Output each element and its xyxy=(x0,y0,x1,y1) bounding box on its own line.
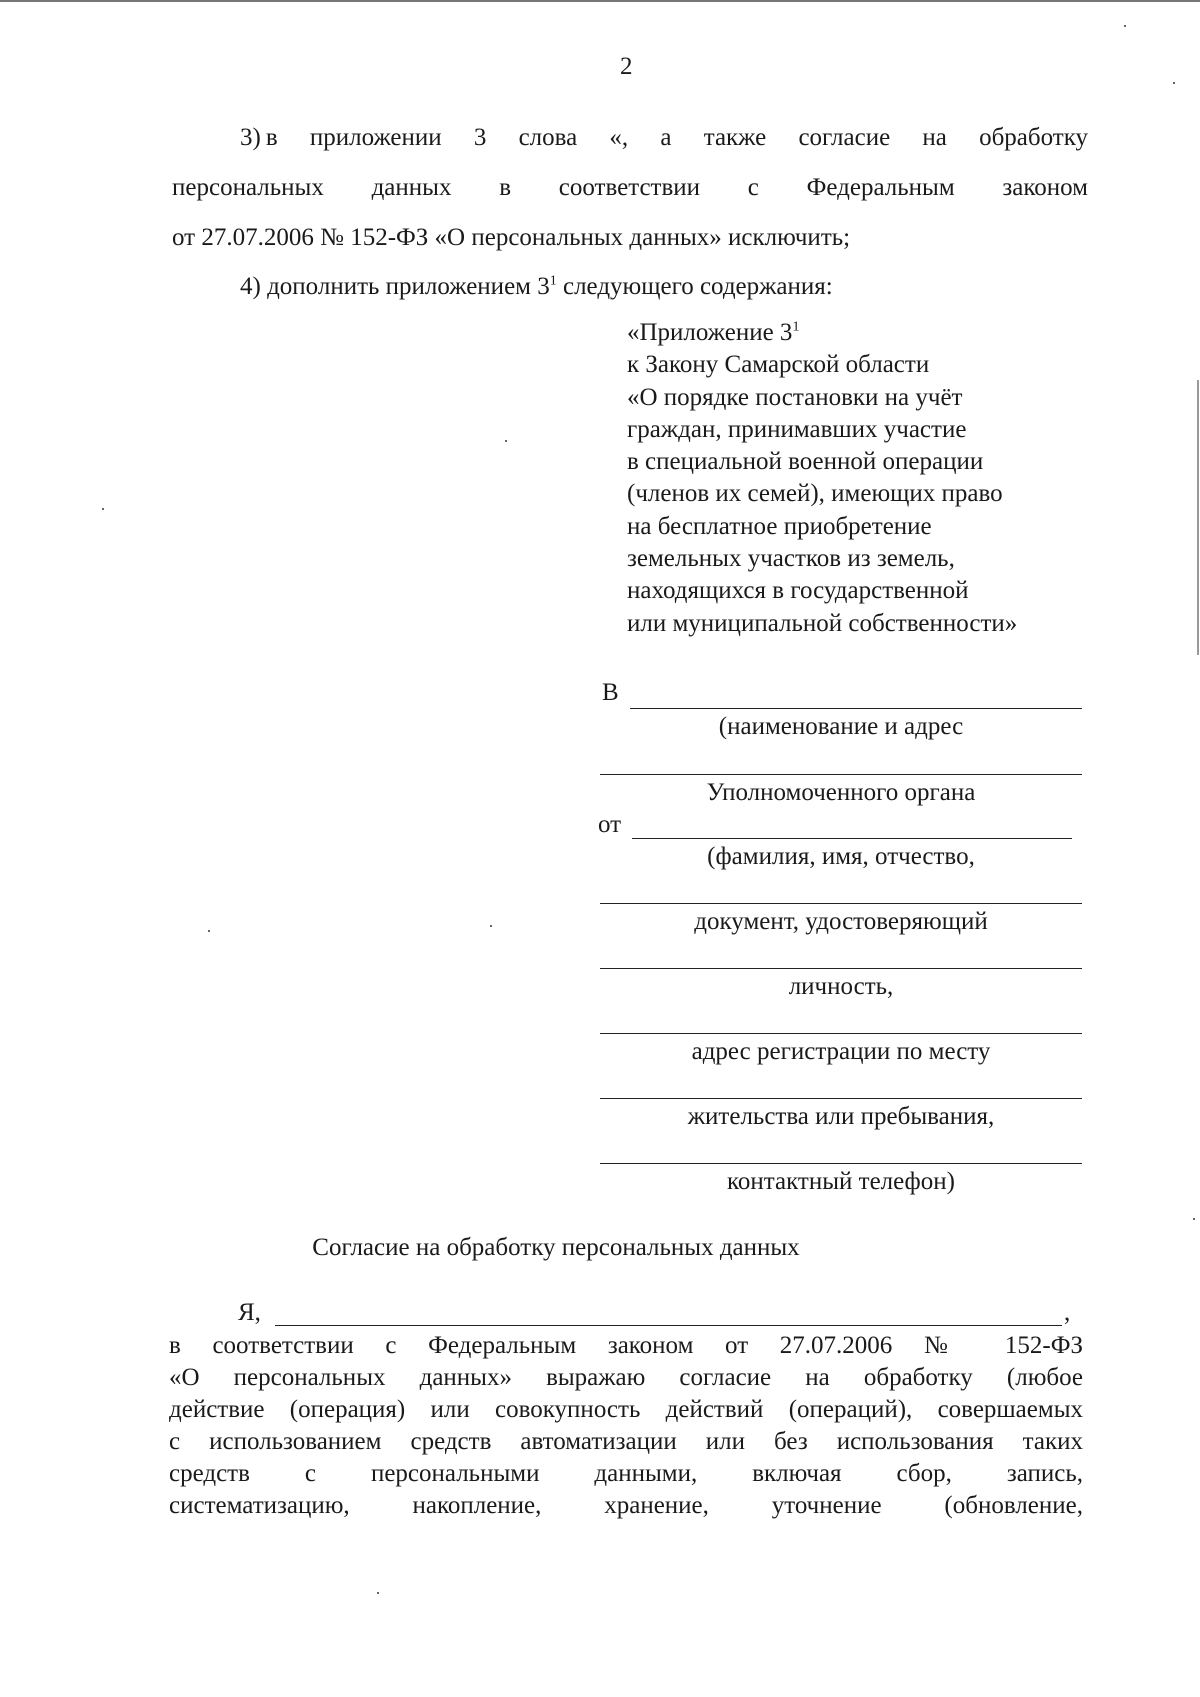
to-blank-line xyxy=(630,708,1082,709)
consent-heading xyxy=(0,1233,1200,1263)
scan-right-edge xyxy=(1197,380,1199,655)
item4-text-a: 4) дополнить приложением 3 xyxy=(240,273,550,300)
to-hint-2: Уполномоченного органа xyxy=(706,779,976,806)
from-blank-line xyxy=(632,838,1072,839)
appendix-line: на бесплатное приобретение xyxy=(627,512,932,540)
consent-comma: , xyxy=(1064,1299,1071,1326)
scan-speck xyxy=(505,440,507,442)
appendix-line: граждан, принимавших участие xyxy=(627,415,967,443)
from-hint-5: жительства или пребывания, xyxy=(687,1103,995,1130)
from-blank-line-5 xyxy=(600,1098,1082,1099)
from-hint-3: личность, xyxy=(788,973,894,1000)
scan-speck xyxy=(102,508,104,510)
from-prefix: от xyxy=(598,811,622,838)
scan-speck xyxy=(1124,25,1126,27)
item3-line-1: 3) в приложении 3 слова «, а также согласие на обработку xyxy=(240,124,1088,151)
item4-line xyxy=(240,272,833,302)
from-hint-6: контактный телефон) xyxy=(727,1168,955,1195)
appendix-line: (членов их семей), имеющих право xyxy=(627,480,1003,508)
consent-ya: Я, xyxy=(238,1299,261,1326)
from-hint-4: адрес регистрации по месту xyxy=(691,1038,991,1065)
from-blank-line-2 xyxy=(600,903,1082,904)
scan-speck xyxy=(1173,82,1175,84)
consent-heading-text: Согласие на обработку персональных данных xyxy=(312,1234,800,1261)
appendix-line: «О порядке постановки на учёт xyxy=(627,383,963,411)
consent-line-2: «О персональных данных» выражаю согласие на обработку (любое xyxy=(169,1364,1083,1391)
scan-speck xyxy=(377,1592,379,1594)
item4-superscript: 1 xyxy=(549,273,557,289)
consent-line-3: действие (операция) или совокупность действий (операций), совершаемых xyxy=(169,1396,1083,1423)
from-hint-2: документ, удостоверяющий xyxy=(694,908,988,935)
appendix-line: в специальной военной операции xyxy=(627,448,984,476)
scan-speck xyxy=(1193,1218,1195,1220)
from-blank-line-6 xyxy=(600,1163,1082,1164)
consent-line-5: средств с персональными данными, включая сбор, запись, xyxy=(169,1460,1083,1487)
item4-text-b: следующего содержания: xyxy=(556,273,833,300)
from-blank-line-4 xyxy=(600,1033,1082,1034)
appendix-line: земельных участков из земель, xyxy=(627,545,955,573)
consent-line-6: систематизацию, накопление, хранение, уточнение (обновление, xyxy=(169,1492,1083,1519)
appendix-title-superscript: 1 xyxy=(792,319,800,335)
item3-line-3: от 27.07.2006 № 152-ФЗ «О персональных данных» исключить; xyxy=(172,224,851,251)
from-blank-line-3 xyxy=(600,968,1082,969)
appendix-title-text: «Приложение 3 xyxy=(627,319,793,346)
to-prefix: В xyxy=(602,679,619,706)
page-number: 2 xyxy=(620,53,633,80)
appendix-title xyxy=(627,317,1017,349)
to-hint-1: (наименование и адрес xyxy=(718,713,964,740)
scan-top-border xyxy=(0,0,1200,2)
appendix-header xyxy=(627,317,1017,640)
to-blank-line-2 xyxy=(600,774,1082,775)
appendix-line: или муниципальной собственности» xyxy=(627,609,1018,637)
consent-line-1: в соответствии с Федеральным законом от 27.07.2006 № 152-ФЗ xyxy=(169,1332,1083,1359)
appendix-line: находящихся в государственной xyxy=(627,577,969,605)
consent-name-blank xyxy=(275,1325,1062,1326)
appendix-line: к Закону Самарской области xyxy=(627,351,930,379)
item3-line-2: персональных данных в соответствии с Федеральным законом xyxy=(172,174,1088,201)
consent-line-4: с использованием средств автоматизации или без использования таких xyxy=(169,1428,1083,1455)
scan-speck xyxy=(490,925,492,927)
scan-speck xyxy=(208,930,210,932)
from-hint-1: (фамилия, имя, отчество, xyxy=(707,843,975,870)
